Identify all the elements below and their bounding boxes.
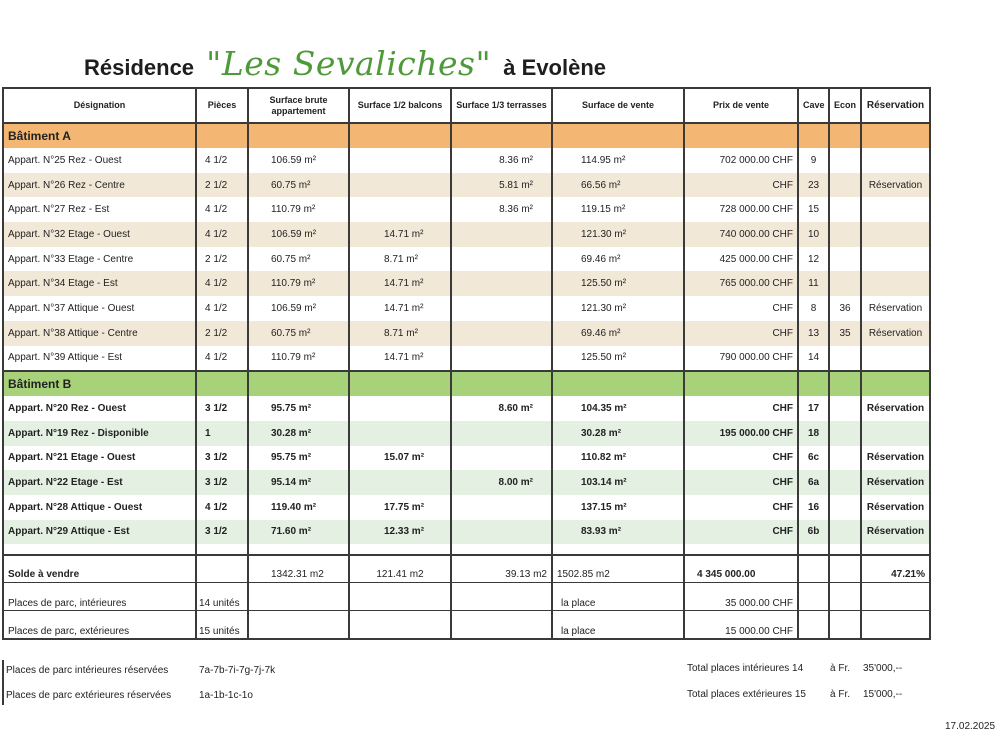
cell-surface-brute: 106.59 m²: [248, 296, 349, 321]
cell-econ: [829, 495, 861, 520]
cell-reservation: [861, 271, 930, 296]
cell-reservation: Réservation: [861, 446, 930, 471]
cell-balcons: 12.33 m²: [349, 520, 451, 545]
table-row: [3, 271, 930, 296]
cell-reservation: [861, 148, 930, 173]
cell-terrasses: 8.36 m²: [451, 148, 552, 173]
section-label: Bâtiment B: [3, 371, 196, 396]
cell-econ: [829, 446, 861, 471]
cell-cave: 23: [798, 173, 829, 198]
cell-surface-vente: 104.35 m²: [552, 396, 684, 421]
cell-reservation: [861, 346, 930, 372]
table-row: [3, 495, 930, 520]
cell-designation: Appart. N°27 Rez - Est: [3, 197, 196, 222]
table-row: [3, 520, 930, 545]
cell-designation: Appart. N°37 Attique - Ouest: [3, 296, 196, 321]
cell-econ: [829, 197, 861, 222]
section-label: Bâtiment A: [3, 123, 196, 148]
title-prefix: Résidence: [83, 55, 195, 80]
cell-econ: [829, 148, 861, 173]
cell-econ: [829, 520, 861, 545]
cell-reservation: Réservation: [861, 495, 930, 520]
cell-cave: 15: [798, 197, 829, 222]
cell-econ: 35: [829, 321, 861, 346]
parking-row: [3, 583, 930, 611]
cell-prix: 740 000.00 CHF: [684, 222, 798, 247]
cell-terrasses: [451, 495, 552, 520]
table-row: [3, 222, 930, 247]
table-body: [3, 123, 930, 639]
cell-prix: 702 000.00 CHF: [684, 148, 798, 173]
cell-surface-brute: 95.75 m²: [248, 446, 349, 471]
total-percent: 47.21%: [861, 555, 930, 583]
cell-designation: Appart. N°19 Rez - Disponible: [3, 421, 196, 446]
cell-prix: CHF: [684, 396, 798, 421]
cell-balcons: [349, 197, 451, 222]
cell-reservation: [861, 247, 930, 272]
cell-surface-vente: 69.46 m²: [552, 321, 684, 346]
reserved-interior-value: 7a-7b-7i-7g-7j-7k: [199, 665, 276, 676]
cell-terrasses: [451, 321, 552, 346]
cell-reservation: [861, 197, 930, 222]
cell-surface-brute: 106.59 m²: [248, 222, 349, 247]
cell-terrasses: [451, 222, 552, 247]
cell-surface-vente: 121.30 m²: [552, 296, 684, 321]
cell-designation: Appart. N°21 Etage - Ouest: [3, 446, 196, 471]
cell-balcons: 14.71 m²: [349, 346, 451, 372]
cell-surface-vente: 125.50 m²: [552, 346, 684, 372]
header-row: [3, 88, 930, 123]
cell-cave: 14: [798, 346, 829, 372]
cell-terrasses: 8.00 m²: [451, 470, 552, 495]
cell-prix: CHF: [684, 173, 798, 198]
cell-pieces: 2 1/2: [196, 247, 248, 272]
table-row: [3, 173, 930, 198]
cell-prix: 790 000.00 CHF: [684, 346, 798, 372]
cell-pieces: 4 1/2: [196, 148, 248, 173]
cell-prix: 195 000.00 CHF: [684, 421, 798, 446]
cell-designation: Appart. N°26 Rez - Centre: [3, 173, 196, 198]
cell-designation: Appart. N°29 Attique - Est: [3, 520, 196, 545]
cell-terrasses: 8.36 m²: [451, 197, 552, 222]
cell-reservation: Réservation: [861, 321, 930, 346]
col-prix: Prix de vente: [684, 88, 798, 123]
reserved-exterior-value: 1a-1b-1c-1o: [199, 690, 253, 701]
cell-surface-brute: 60.75 m²: [248, 247, 349, 272]
cell-surface-brute: 110.79 m²: [248, 346, 349, 372]
cell-cave: 6a: [798, 470, 829, 495]
total-interior-prefix: à Fr.: [830, 663, 851, 674]
total-brute: 1342.31 m2: [248, 555, 349, 583]
cell-cave: 12: [798, 247, 829, 272]
cell-terrasses: [451, 271, 552, 296]
cell-reservation: Réservation: [861, 520, 930, 545]
sales-table: [2, 87, 931, 640]
total-row: [3, 555, 930, 583]
cell-econ: [829, 271, 861, 296]
col-surface-brute: Surface brute appartement: [248, 88, 349, 123]
col-designation: Désignation: [3, 88, 196, 123]
cell-surface-vente: 125.50 m²: [552, 271, 684, 296]
cell-cave: 9: [798, 148, 829, 173]
cell-surface-brute: 30.28 m²: [248, 421, 349, 446]
cell-prix: 765 000.00 CHF: [684, 271, 798, 296]
cell-prix: CHF: [684, 470, 798, 495]
cell-cave: 18: [798, 421, 829, 446]
cell-balcons: [349, 148, 451, 173]
parking-units: 15 unités: [196, 611, 248, 640]
cell-prix: 425 000.00 CHF: [684, 247, 798, 272]
cell-surface-vente: 103.14 m²: [552, 470, 684, 495]
cell-surface-vente: 110.82 m²: [552, 446, 684, 471]
cell-pieces: 4 1/2: [196, 197, 248, 222]
cell-econ: 36: [829, 296, 861, 321]
total-vente: 1502.85 m2: [552, 555, 684, 583]
cell-terrasses: 8.60 m²: [451, 396, 552, 421]
cell-econ: [829, 247, 861, 272]
cell-prix: CHF: [684, 321, 798, 346]
cell-pieces: 4 1/2: [196, 222, 248, 247]
table-row: [3, 346, 930, 372]
cell-reservation: Réservation: [861, 173, 930, 198]
cell-balcons: 14.71 m²: [349, 222, 451, 247]
table-row: [3, 296, 930, 321]
total-terrasses: 39.13 m2: [451, 555, 552, 583]
table-row: [3, 247, 930, 272]
cell-balcons: 8.71 m²: [349, 247, 451, 272]
col-reservation: Réservation: [861, 88, 930, 123]
total-interior-label: Total places intérieures 14: [687, 663, 804, 674]
col-balcons: Surface 1/2 balcons: [349, 88, 451, 123]
cell-balcons: [349, 470, 451, 495]
total-exterior-prefix: à Fr.: [830, 689, 851, 700]
cell-surface-vente: 119.15 m²: [552, 197, 684, 222]
cell-surface-brute: 71.60 m²: [248, 520, 349, 545]
cell-surface-vente: 66.56 m²: [552, 173, 684, 198]
parking-price: 35 000.00 CHF: [684, 583, 798, 611]
cell-econ: [829, 421, 861, 446]
table-row: [3, 421, 930, 446]
table-row: [3, 446, 930, 471]
cell-prix: CHF: [684, 296, 798, 321]
col-econ: Econ: [829, 88, 861, 123]
cell-surface-vente: 137.15 m²: [552, 495, 684, 520]
cell-surface-brute: 95.14 m²: [248, 470, 349, 495]
parking-price: 15 000.00 CHF: [684, 611, 798, 640]
cell-terrasses: 5.81 m²: [451, 173, 552, 198]
cell-balcons: [349, 396, 451, 421]
cell-prix: CHF: [684, 446, 798, 471]
col-surface-vente: Surface de vente: [552, 88, 684, 123]
cell-reservation: [861, 421, 930, 446]
reserved-exterior-label: Places de parc extérieures réservées: [6, 690, 172, 701]
cell-cave: 11: [798, 271, 829, 296]
cell-designation: Appart. N°32 Etage - Ouest: [3, 222, 196, 247]
cell-surface-vente: 30.28 m²: [552, 421, 684, 446]
table-row: [3, 470, 930, 495]
cell-balcons: 14.71 m²: [349, 296, 451, 321]
cell-reservation: Réservation: [861, 296, 930, 321]
cell-balcons: 14.71 m²: [349, 271, 451, 296]
parking-row: [3, 611, 930, 640]
cell-surface-brute: 60.75 m²: [248, 321, 349, 346]
cell-pieces: 2 1/2: [196, 173, 248, 198]
cell-surface-brute: 119.40 m²: [248, 495, 349, 520]
cell-cave: 6b: [798, 520, 829, 545]
reserved-interior-label: Places de parc intérieures réservées: [6, 665, 169, 676]
title-suffix: à Evolène: [503, 55, 607, 80]
cell-terrasses: [451, 346, 552, 372]
cell-surface-brute: 95.75 m²: [248, 396, 349, 421]
table-row: [3, 396, 930, 421]
cell-designation: Appart. N°39 Attique - Est: [3, 346, 196, 372]
cell-terrasses: [451, 520, 552, 545]
residence-name: "Les Sevaliches": [206, 44, 492, 83]
cell-surface-brute: 110.79 m²: [248, 197, 349, 222]
table-row: [3, 197, 930, 222]
cell-surface-vente: 121.30 m²: [552, 222, 684, 247]
cell-balcons: 8.71 m²: [349, 321, 451, 346]
cell-econ: [829, 173, 861, 198]
page-title: [0, 44, 690, 83]
cell-pieces: 2 1/2: [196, 321, 248, 346]
cell-pieces: 3 1/2: [196, 520, 248, 545]
cell-surface-brute: 60.75 m²: [248, 173, 349, 198]
parking-unit-label: la place: [552, 583, 684, 611]
total-prix: 4 345 000.00: [684, 555, 798, 583]
cell-cave: 6c: [798, 446, 829, 471]
cell-pieces: 4 1/2: [196, 296, 248, 321]
cell-reservation: Réservation: [861, 396, 930, 421]
cell-designation: Appart. N°33 Etage - Centre: [3, 247, 196, 272]
cell-designation: Appart. N°22 Etage - Est: [3, 470, 196, 495]
cell-cave: 13: [798, 321, 829, 346]
cell-cave: 17: [798, 396, 829, 421]
total-exterior-price: 15'000,--: [863, 689, 903, 700]
cell-designation: Appart. N°25 Rez - Ouest: [3, 148, 196, 173]
cell-pieces: 3 1/2: [196, 396, 248, 421]
table-row: [3, 148, 930, 173]
cell-pieces: 4 1/2: [196, 271, 248, 296]
section-batiment-a: [3, 123, 930, 148]
col-cave: Cave: [798, 88, 829, 123]
cell-surface-vente: 83.93 m²: [552, 520, 684, 545]
spacer-row: [3, 544, 930, 555]
cell-econ: [829, 346, 861, 372]
cell-surface-vente: 114.95 m²: [552, 148, 684, 173]
cell-balcons: [349, 421, 451, 446]
cell-surface-vente: 69.46 m²: [552, 247, 684, 272]
cell-pieces: 4 1/2: [196, 495, 248, 520]
cell-designation: Appart. N°28 Attique - Ouest: [3, 495, 196, 520]
cell-econ: [829, 222, 861, 247]
cell-cave: 16: [798, 495, 829, 520]
cell-econ: [829, 470, 861, 495]
cell-surface-brute: 110.79 m²: [248, 271, 349, 296]
cell-cave: 10: [798, 222, 829, 247]
cell-pieces: 3 1/2: [196, 470, 248, 495]
col-pieces: Pièces: [196, 88, 248, 123]
cell-designation: Appart. N°20 Rez - Ouest: [3, 396, 196, 421]
cell-prix: CHF: [684, 520, 798, 545]
section-batiment-b: [3, 371, 930, 396]
cell-pieces: 1: [196, 421, 248, 446]
cell-pieces: 4 1/2: [196, 346, 248, 372]
cell-econ: [829, 396, 861, 421]
cell-pieces: 3 1/2: [196, 446, 248, 471]
cell-cave: 8: [798, 296, 829, 321]
total-interior-price: 35'000,--: [863, 663, 903, 674]
cell-prix: 728 000.00 CHF: [684, 197, 798, 222]
parking-label: Places de parc, intérieures: [3, 583, 196, 611]
total-exterior-label: Total places extérieures 15: [687, 689, 806, 700]
cell-reservation: [861, 222, 930, 247]
cell-designation: Appart. N°34 Etage - Est: [3, 271, 196, 296]
col-terrasses: Surface 1/3 terrasses: [451, 88, 552, 123]
parking-label: Places de parc, extérieures: [3, 611, 196, 640]
parking-unit-label: la place: [552, 611, 684, 640]
cell-balcons: [349, 173, 451, 198]
cell-terrasses: [451, 296, 552, 321]
cell-terrasses: [451, 247, 552, 272]
cell-prix: CHF: [684, 495, 798, 520]
cell-balcons: 15.07 m²: [349, 446, 451, 471]
total-balcons: 121.41 m2: [349, 555, 451, 583]
cell-designation: Appart. N°38 Attique - Centre: [3, 321, 196, 346]
left-border: [2, 660, 4, 705]
cell-terrasses: [451, 421, 552, 446]
document-date: 17.02.2025: [945, 721, 996, 732]
cell-surface-brute: 106.59 m²: [248, 148, 349, 173]
cell-reservation: Réservation: [861, 470, 930, 495]
parking-units: 14 unités: [196, 583, 248, 611]
total-label: Solde à vendre: [3, 555, 196, 583]
cell-balcons: 17.75 m²: [349, 495, 451, 520]
table-row: [3, 321, 930, 346]
cell-terrasses: [451, 446, 552, 471]
